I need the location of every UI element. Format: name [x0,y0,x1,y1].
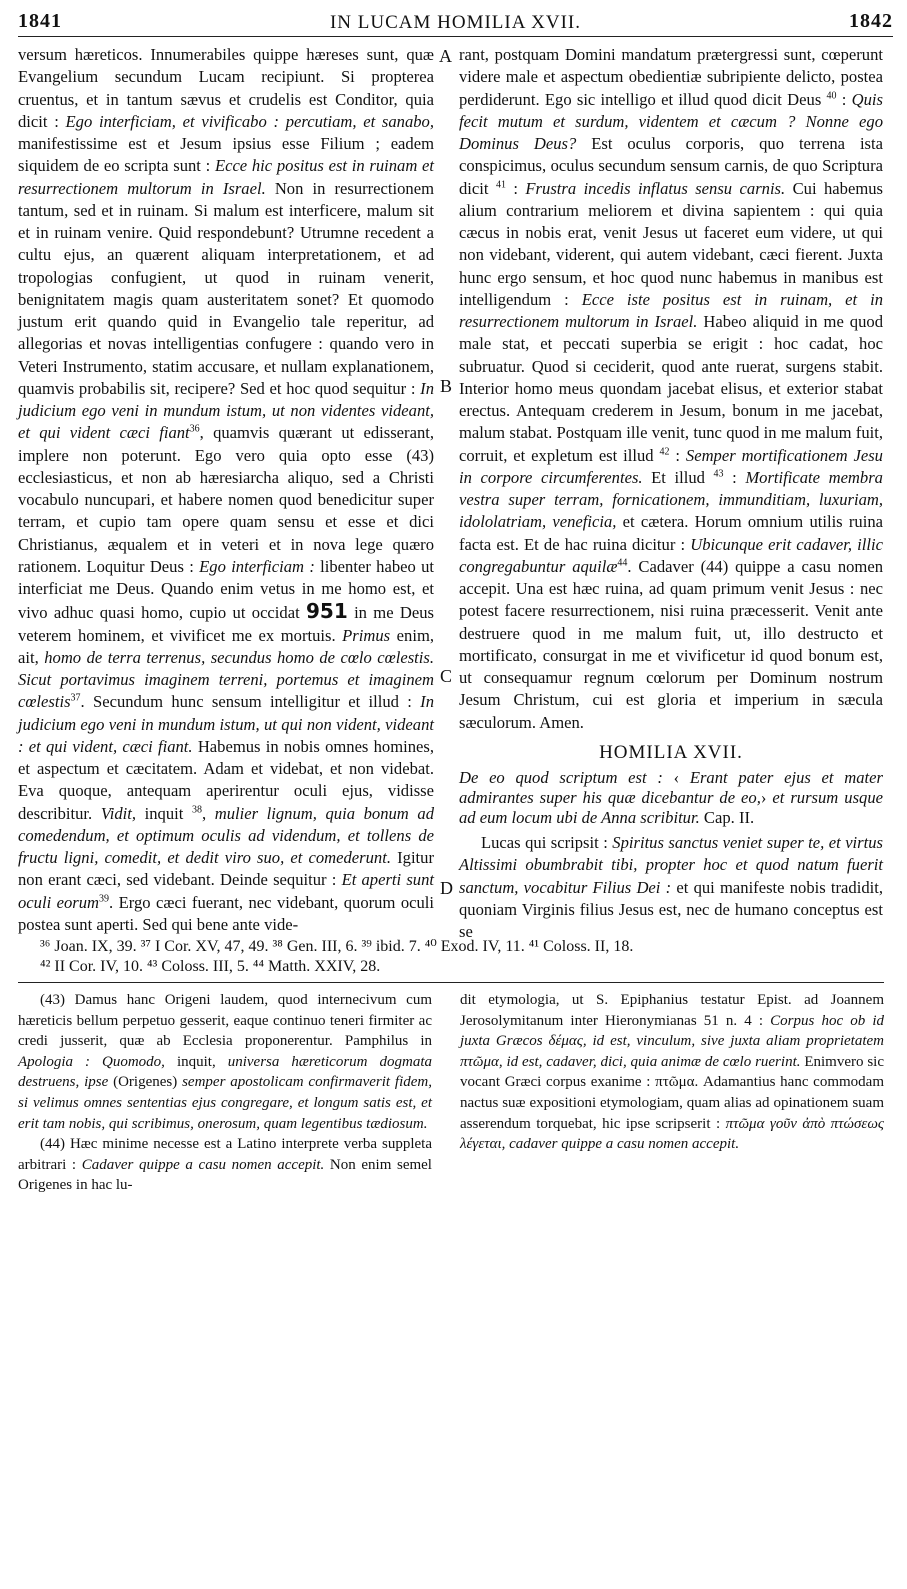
notes-divider [18,982,884,983]
notes-right-column [460,990,884,1155]
margin-letter-a: A [439,46,452,66]
margin-letter-b: B [440,376,453,396]
homily-opening-paragraph: Lucas qui scripsit : Spiritus sanctus veniet super te, et virtus Altissimi obumbrabit tibi, propter hoc et quod natum fuerit sanctum, vocabitur Filius Dei : et qui manifeste nobis tradidit, quoniam Virginis filius Jesus est, nec de humano conceptus est se [459,833,883,941]
homily-lemma: De eo quod scriptum est : ‹ Erant pater ejus et mater admirantes super his quæ dicebantur de eo,› et rursum usque ad eum locum ubi de Anna scribitur. Cap. II. [459,768,883,827]
scripture-references-line-2: ⁴² II Cor. IV, 10. ⁴³ Coloss. III, 5. ⁴⁴ Matth. XXIV, 28. [40,958,381,975]
scripture-references [40,937,890,977]
note-44-continued: dit etymologia, ut S. Epiphanius testatur Epist. ad Joannem Jerosolymitanum inter Hieronymianas 51 n. 4 : Corpus hoc ob id juxta Græcos δέμας, id est, vinculum, sive juxta aliam proprietatem πτῶμα, id est, cadaver, dici, quia animæ de cœlo ruerint. Enimvero sic vocant Græci corpus exanime : πτῶμα. Adamantius hanc commodam nactus suæ expositioni etymologiam, quam alias ad opinationem suam asserendum torquebat, hic ipse scripserit : πτῶμα γοῦν ἀπὸ πτώσεως λέγεται, cadaver quippe a casu nomen accepit. [460,992,884,1153]
margin-letter-d: D [440,878,453,898]
page-marker-951: 951 [306,599,348,624]
left-paragraph: versum hæreticos. Innumerabiles quippe hæreses sunt, quæ Evangelium secundum Lucam recipiunt. Si propterea cruentus, et in tantum sævus et crudelis est Conditor, quia dicit : Ego interficiam, et vivificabo : percutiam, et sanabo, manifestissime est et Jesum ipsius esse Filium ; eadem siquidem de eo scripta sunt : Ecce hic positus est in ruinam et resurrectionem multorum in Israel. Non in resurrectionem tantum, sed et in ruinam. Si malum est interficere, malum sit et in ruinam venire. Quid respondebunt? Utrumne recedent a cultu ejus, an quærent aliquam interpretationem, et ad tropologias confugient, ut quod in ruinam venerit, benignitatem magis quam austeritatem sonet? Et quomodo justum erit quando quid in Evangelio tale reperitur, ad allegorias et novas intelligentias confugere : quando vero in Veteri Instrumento, statim accusare, et nullam explanationem, quamvis probabilis sit, recipere? Sed et hoc quod sequitur : In judicium ego veni in mundum istum, ut non videntes videant, et qui vident cæci fiant$^{36}$, quamvis quærant ut edisserant, implere non poterunt. Ego vero quia opto esse (43) ecclesiasticus, et non ab hæresiarcha aliquo, sed a Christi vocabulo nuncupari, et habere nomen quod benedicitur super terram, et cupio tam opere quam sensu et esse et dici Christianus, æqualem et in veteri et in nova lege quæro rationem. Loquitur Deus : Ego interficiam : libenter habeo ut interficiat me Deus. Quando enim vetus in me homo est, et vivo adhuc quasi homo, cupio ut occidat 951 in me Deus veterem hominem, et vivificet me ex mortuis. Primus enim, ait, homo de terra terrenus, secundus homo de cœlo cœlestis. Sicut portavimus imaginem terreni, portemus et imaginem cœlestis$^{37}$. Secundum hunc sensum intelligitur et illud : In judicium ego veni in mundum istum, ut qui non vident, videant : et qui vident, cæci fiant. Habemus in nobis omnes homines, et aspectum et cæcitatem. Adam et videbat, et non videbat. Eva quoque, antequam aperirentur oculi ejus, vidisse describitur. Vidit, inquit $^{38}$, mulier lignum, quia bonum ad comedendum, et optimum oculis ad videndum, et tollens de fructu ligni, comedit, et dedit viro suo, et comederunt. Igitur non erant cæci, sed videbant. Deinde sequitur : Et aperti sunt oculi eorum$^{39}$. Ergo cæci fuerant, nec videbant, quorum oculi postea sunt aperti. Sed qui bene ante vide- [18,45,435,934]
right-text-column [459,44,883,943]
page-header [18,8,893,37]
page-number-left: 1841 [18,10,62,32]
homily-title: HOMILIA XVII. [599,741,743,763]
right-paragraph: rant, postquam Domini mandatum prætergressi sunt, cœperunt videre male et aspectum obedientiæ subripiente delicto, postea perdiderunt. Ego sic intelligo et illud quod dicit Deus $^{40}$ : Quis fecit mutum et surdum, videntem et cæcum ? Nonne ego Dominus Deus? Est oculus corporis, quo terrena ista conspicimus, oculus secundum sensum carnis, de quo Scriptura dicit $^{41}$ : Frustra incedis inflatus sensu carnis. Cui habemus alium contrarium meliorem et divina sapientem : qui quia cæcus in nobis erat, venit Jesus ut faceret eum videre, ut qui non videbant, viderent, qui autem videbant, cæci fierent. Juxta hunc ergo sensum, et hoc quod nunc habemus in manibus est intelligendum : Ecce iste positus est in ruinam, et in resurrectionem multorum in Israel. Habeo aliquid in me quod male stat, et peccati superbia se erigit : hoc cadat, hoc subruatur. Quod si ceciderit, quod ante ruerat, surgens stabit. Interior homo meus quondam jacebat elisus, et exterior stabat erectus. Antequam crederem in Jesum, bonum in me jacebat, malum stabat. Postquam ille venit, tunc quod in me malum fuit, corruit, et expletum est illud $^{42}$ : Semper mortificationem Jesu in corpore circumferentes. Et illud $^{43}$ : Mortificate membra vestra super terram, fornicationem, immunditiam, luxuriam, idololatriam, veneficia, et cætera. Horum omnium utilis ruina facta est. Et de hac ruina dicitur : Ubicunque erit cadaver, illic congregabuntur aquilæ$^{44}$. Cadaver (44) quippe a casu nomen accepit. Una est hæc ruina, ad quam primum venit Jesus : nec potest facere resurrectionem, nisi ruina præcesserit. Venit ante destruere quod in me malum fuit, ut, illo destructo et mortificato, consurgat in me et vivificetur id quod bonum est, ut consequamur regnum cœlorum per Dominum nostrum Jesum Christum, cui est gloria et imperium in sæcula sæculorum. Amen. [459,45,883,732]
note-44-start: (44) Hæc minime necesse est a Latino interprete verba suppleta arbitrari : Cadaver quippe a casu nomen accepit. Non enim semel Origenes in hac lu- [18,1136,432,1194]
note-43: (43) Damus hanc Origeni laudem, quod internecivum cum hæreticis bellum perpetuo gesserit, eaque continuo teneri firmiter ac credi jusserit, quæ ab Ecclesia proponerentur. Pamphilus in Apologia : Quomodo, inquit, universa hæreticorum dogmata destruens, ipse (Origenes) semper apostolicam confirmaverit fidem, si velimus omnes sententias ejus congregare, et longum satis est, et erit tam nobis, qui scribimus, onerosum, quam legentibus tædiosum. [18,992,432,1132]
page-number-right: 1842 [849,10,893,32]
scripture-references-line-1: ³⁶ Joan. IX, 39. ³⁷ I Cor. XV, 47, 49. ³⁸ Gen. III, 6. ³⁹ ibid. 7. ⁴⁰ Exod. IV, 11. ⁴¹ Coloss. II, 18. [40,938,634,955]
margin-letter-c: C [440,666,453,686]
left-text-column [18,44,434,936]
running-title: IN LUCAM HOMILIA XVII. [329,12,582,33]
notes-left-column [18,990,432,1196]
